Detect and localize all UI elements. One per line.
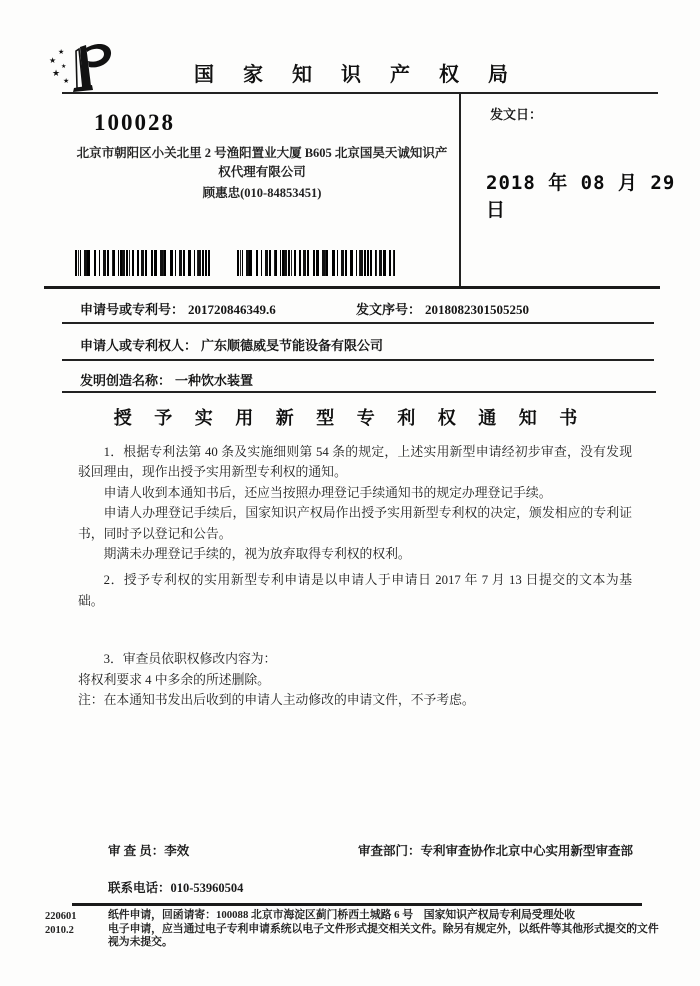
svg-text:★: ★ — [49, 56, 57, 65]
issue-date-value: 2018 年 08 月 29 日 — [486, 172, 676, 221]
application-number-value: 201720846349.6 — [188, 302, 276, 317]
paragraph: 申请人收到本通知书后，还应当按照办理登记手续通知书的规定办理登记手续。 — [103, 485, 552, 500]
form-code: 220601 — [45, 911, 77, 922]
footer-line-paper: 纸件申请，回函请寄：100088 北京市海淀区蓟门桥西土城路 6 号 国家知识产权局专利局受理处收 — [108, 909, 575, 921]
paragraph: 将权利要求 4 中多余的所述删除。 — [78, 672, 270, 687]
paragraph: 3．审查员依职权修改内容为： — [103, 652, 277, 667]
table-row-divider — [62, 322, 654, 324]
recipient-postcode: 100028 — [94, 110, 175, 135]
applicant-label: 申请人或专利权人： — [80, 338, 198, 353]
footer-instructions — [108, 909, 668, 950]
applicant-value: 广东顺德威旻节能设备有限公司 — [201, 338, 384, 353]
paragraph: 1．根据专利法第 40 条及实施细则第 54 条的规定，上述实用新型申请经初步审查，没有发现驳回理由，现作出授予实用新型专利权的通知。 — [78, 445, 632, 480]
applicant-cell — [80, 335, 383, 354]
phone-cell — [108, 878, 243, 896]
paragraph: 注：在本通知书发出后收到的申请人主动修改的申请文件，不予考虑。 — [78, 693, 475, 708]
application-number-label: 申请号或专利号： — [80, 302, 185, 317]
form-date: 2010.2 — [45, 924, 74, 936]
issue-date-label: 发文日： — [490, 107, 543, 122]
org-title: 国 家 知 识 产 权 局 — [194, 64, 520, 86]
notice-title: 授 予 实 用 新 型 专 利 权 通 知 书 — [113, 408, 587, 428]
barcode-right — [237, 250, 397, 276]
table-row-divider — [62, 359, 654, 361]
serial-number-value: 2018082301505250 — [425, 302, 530, 317]
address-box-divider — [459, 92, 461, 288]
table-bottom-divider — [62, 391, 656, 393]
serial-number-cell — [356, 299, 529, 318]
phone-number: 010-53960504 — [170, 881, 244, 895]
svg-text:★: ★ — [58, 48, 65, 56]
svg-text:★: ★ — [52, 69, 61, 79]
invention-name-label: 发明创造名称： — [80, 373, 172, 388]
paragraph: 期满未办理登记手续的，视为放弃取得专利权的权利。 — [103, 547, 411, 562]
invention-name-cell — [80, 370, 253, 389]
form-code-block — [45, 910, 77, 937]
notice-body — [78, 442, 632, 710]
department-label: 审查部门： — [358, 844, 421, 858]
table-top-divider — [44, 286, 660, 289]
examiner-cell — [108, 841, 189, 859]
footer-divider — [72, 903, 642, 906]
recipient-contact: 顾惠忠(010-84853451) — [202, 186, 322, 200]
paragraph: 申请人办理登记手续后，国家知识产权局作出授予实用新型专利权的决定，颁发相应的专利证书，同时予以登记和公告。 — [78, 506, 632, 541]
examiner-name: 李效 — [164, 844, 190, 858]
recipient-address: 北京市朝阳区小关北里 2 号渔阳置业大厦 B605 北京国昊天诚知识产权代理有限公司 — [76, 146, 448, 179]
examiner-label: 审 查 员： — [108, 844, 165, 858]
invention-name-value: 一种饮水装置 — [175, 373, 254, 388]
svg-text:★: ★ — [61, 63, 67, 70]
svg-text:★: ★ — [63, 77, 70, 85]
header-divider — [62, 92, 658, 94]
phone-label: 联系电话： — [108, 881, 171, 895]
barcode-left — [75, 250, 210, 276]
paragraph: 2．授予专利权的实用新型专利申请是以申请人于申请日 2017 年 7 月 13 日提交的文本为基础。 — [78, 573, 632, 608]
footer-line-electronic: 电子申请，应当通过电子专利申请系统以电子文件形式提交相关文件。除另有规定外，以纸件等其他形式提交的文件视为未提交。 — [108, 922, 659, 949]
application-number-cell — [80, 299, 276, 318]
department-name: 专利审查协作北京中心实用新型审查部 — [420, 844, 634, 858]
department-cell — [358, 841, 633, 859]
serial-number-label: 发文序号： — [356, 302, 422, 317]
